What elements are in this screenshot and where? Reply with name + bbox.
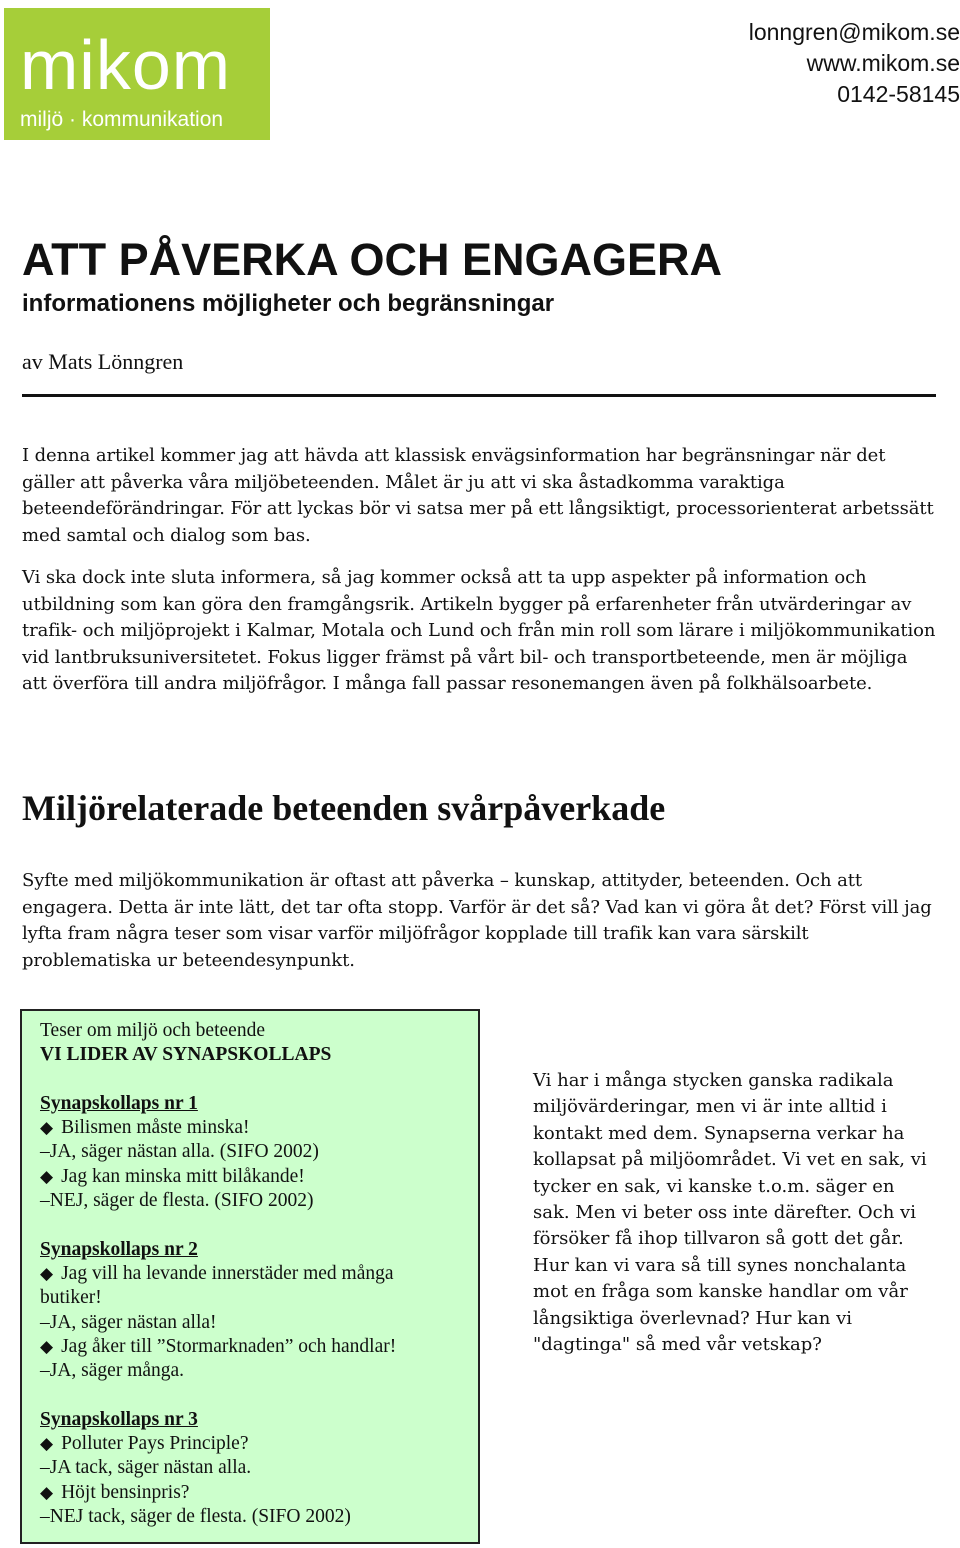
thesis-line <box>40 1189 478 1213</box>
thesis-box <box>20 1009 480 1544</box>
box-pretitle: Teser om miljö och beteende <box>40 1020 265 1041</box>
thesis-line-text: Jag kan minska mitt bilåkande! <box>61 1165 305 1187</box>
thesis-line <box>40 1335 478 1359</box>
thesis-line-text: –JA, säger många. <box>40 1360 185 1382</box>
section-paragraph: Syfte med miljökommunikation är oftast att påverka – kunskap, attityder, beteenden. Och att engagera. Detta är inte lätt, det tar ofta stopp. Varför är det så? Vad kan vi göra åt det? Först vill jag lyfta fram några teser som visar varför miljöfrågor kopplade till trafik kan vara särskilt problematiska ur beteendesynpunkt. <box>22 870 932 971</box>
logo-tagline: miljö · kommunikation <box>20 108 224 131</box>
synapskollaps-heading: Synapskollaps nr 3 <box>40 1408 198 1430</box>
thesis-line-text: –JA, säger nästan alla. (SIFO 2002) <box>40 1141 319 1163</box>
thesis-line <box>40 1286 478 1310</box>
box-spacer <box>40 1383 478 1407</box>
thesis-line-text: –NEJ tack, säger de flesta. (SIFO 2002) <box>40 1505 351 1527</box>
thesis-line-text: Jag vill ha levande innerstäder med många <box>61 1262 394 1284</box>
contact-website[interactable]: www.mikom.se <box>806 50 960 76</box>
box-groups <box>40 1068 478 1530</box>
section-heading: Miljörelaterade beteenden svårpåverkade <box>22 788 666 828</box>
diamond-bullet-icon: ◆ <box>40 1118 54 1138</box>
diamond-bullet-icon: ◆ <box>40 1336 54 1356</box>
synapskollaps-heading: Synapskollaps nr 1 <box>40 1092 198 1114</box>
thesis-line-text: butiker! <box>40 1287 102 1309</box>
thesis-line <box>40 1140 478 1164</box>
thesis-line-text: –NEJ, säger de flesta. (SIFO 2002) <box>40 1190 314 1212</box>
article-author: av Mats Lönngren <box>22 349 184 374</box>
mikom-logo <box>4 8 270 140</box>
article-subtitle: informationens möjligheter och begränsningar <box>22 290 555 317</box>
thesis-line-text: –JA tack, säger nästan alla. <box>40 1457 252 1479</box>
thesis-line-text: Jag åker till ”Stormarknaden” och handlar! <box>61 1335 397 1357</box>
thesis-line <box>40 1481 478 1505</box>
thesis-line <box>40 1359 478 1383</box>
logo-name: mikom <box>20 26 232 104</box>
thesis-line-text: –JA, säger nästan alla! <box>40 1311 217 1333</box>
diamond-bullet-icon: ◆ <box>40 1482 54 1502</box>
synapskollaps-heading: Synapskollaps nr 2 <box>40 1238 198 1260</box>
thesis-line <box>40 1116 478 1140</box>
thesis-line-text: Polluter Pays Principle? <box>61 1433 249 1455</box>
thesis-line <box>40 1432 478 1456</box>
diamond-bullet-icon: ◆ <box>40 1434 54 1454</box>
thesis-line <box>40 1262 478 1286</box>
thesis-line <box>40 1505 478 1529</box>
intro-paragraph-1: I denna artikel kommer jag att hävda att klassisk envägsinformation har begränsningar när det gäller att påverka våra miljöbeteenden. Målet är ju att vi ska åstadkomma varaktiga beteendeförändringar. För att lyckas bör vi satsa mer på ett långsiktigt, processorienterat arbetssätt med samtal och dialog som bas. <box>22 445 934 546</box>
contact-phone: 0142-58145 <box>837 81 960 107</box>
thesis-line-text: Höjt bensinpris? <box>61 1481 190 1503</box>
title-divider <box>22 394 936 397</box>
thesis-line <box>40 1456 478 1480</box>
contact-email[interactable]: lonngren@mikom.se <box>748 19 960 45</box>
diamond-bullet-icon: ◆ <box>40 1263 54 1283</box>
intro-paragraph-2: Vi ska dock inte sluta informera, så jag kommer också att ta upp aspekter på information och utbildning som kan göra den framgångsrik. Artikeln bygger på erfarenheter från utvärderingar av trafik- och miljöprojekt i Kalmar, Motala och Lund och från min roll som lärare i miljökommunikation vid lantbruksuniversitetet. Fokus ligger främst på vårt bil- och transportbeteende, men är möjliga att överföra till andra miljöfrågor. I många fall passar resonemangen även på folkhälsoarbete. <box>22 567 936 694</box>
thesis-line <box>40 1165 478 1189</box>
box-spacer <box>40 1213 478 1237</box>
side-paragraph: Vi har i många stycken ganska radikala miljövärderingar, men vi är inte alltid i kontakt med dem. Synapserna verkar ha kollapsat på miljöområdet. Vi vet en sak, vi tycker en sak, vi kanske t.o.m. säger en sak. Men vi beter oss inte därefter. Och vi försöker få ihop tillvaron så gott det går. Hur kan vi vara så till synes nonchalanta mot en fråga som kanske handlar om vår långsiktiga överlevnad? Hur kan vi "dagtinga" så med vår vetskap? <box>533 1070 927 1356</box>
box-spacer <box>40 1068 478 1092</box>
diamond-bullet-icon: ◆ <box>40 1166 54 1186</box>
thesis-line-text: Bilismen måste minska! <box>61 1117 250 1139</box>
thesis-line <box>40 1311 478 1335</box>
article-title: ATT PÅVERKA OCH ENGAGERA <box>22 234 723 285</box>
box-title: VI LIDER AV SYNAPSKOLLAPS <box>40 1044 332 1066</box>
contact-block <box>749 17 960 110</box>
